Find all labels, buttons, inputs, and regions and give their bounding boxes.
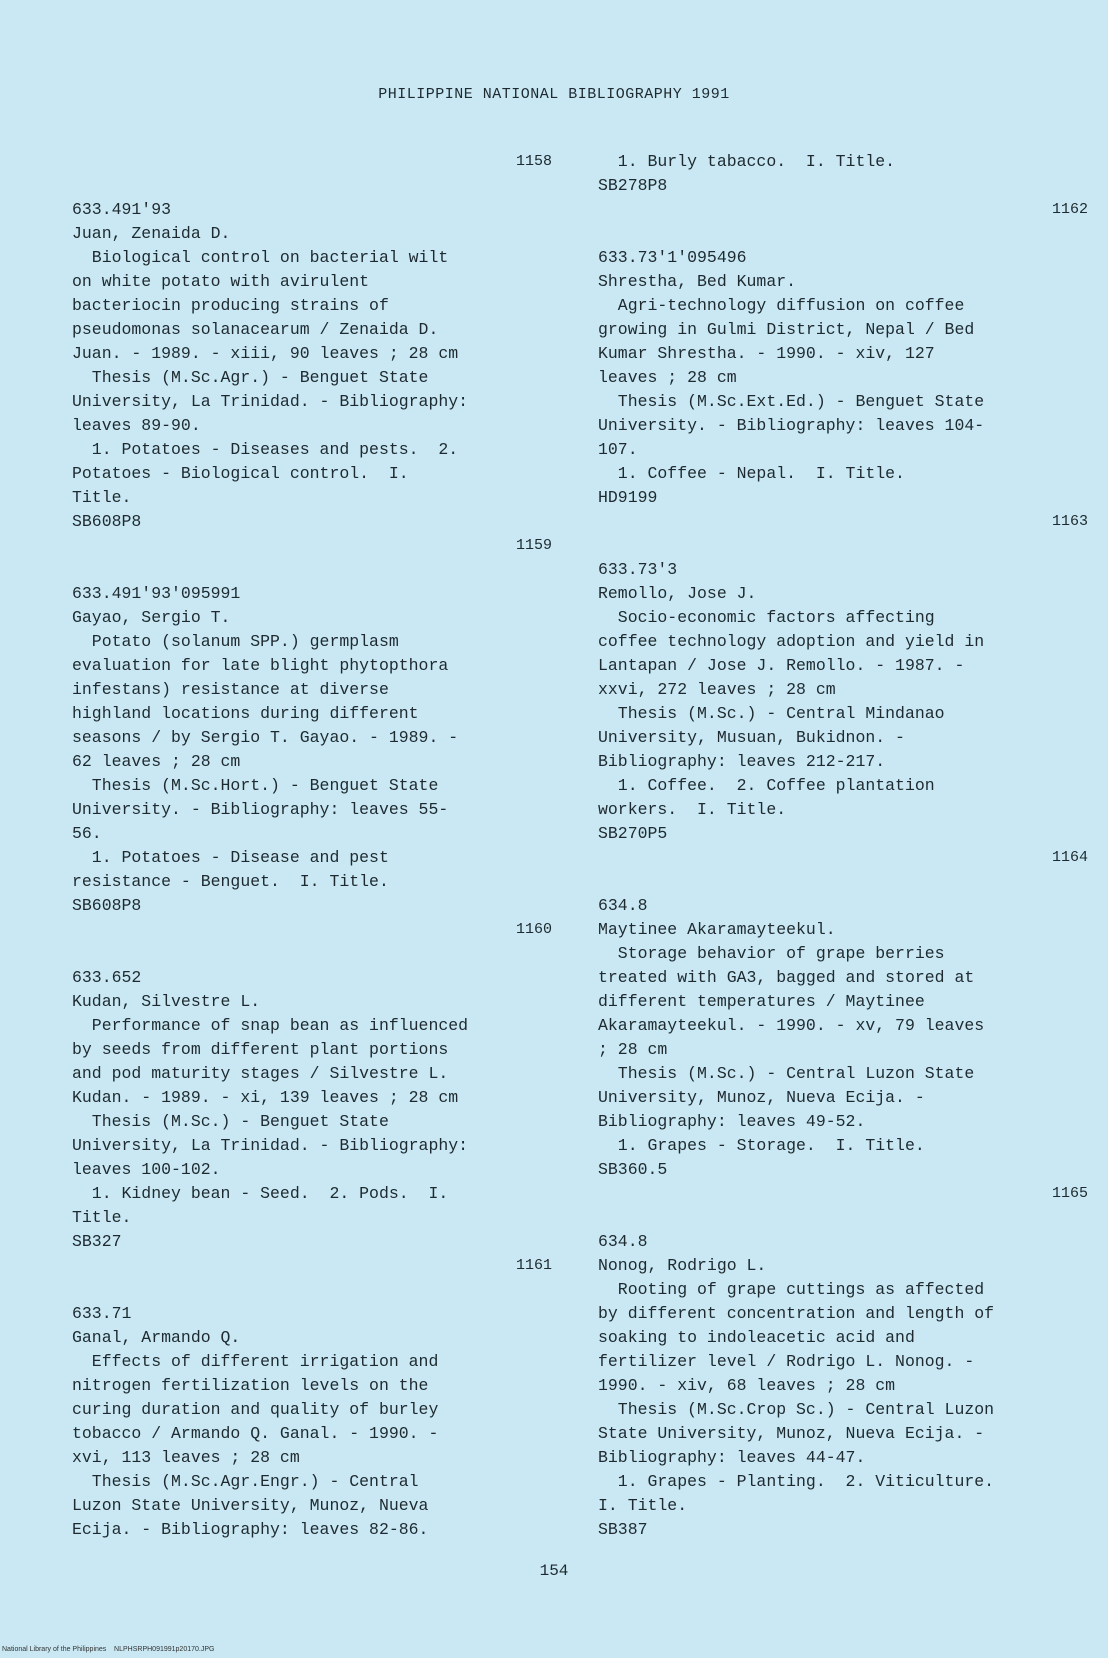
entry-line: Akaramayteekul. - 1990. - xv, 79 leaves: [598, 1016, 985, 1035]
entry-line: 1. Potatoes - Diseases and pests. 2.: [72, 440, 459, 459]
spacer: [72, 558, 552, 582]
entry-line: 1. Kidney bean - Seed. 2. Pods. I.: [72, 1184, 449, 1203]
entry-line: resistance - Benguet. I. Title.: [72, 872, 389, 891]
entry-number: 1165: [1051, 1185, 1088, 1202]
entry-number: 1158: [515, 153, 552, 170]
entry-line: 62 leaves ; 28 cm: [72, 752, 241, 771]
entry-line: tobacco / Armando Q. Ganal. - 1990. -: [72, 1424, 439, 1443]
entry-line: Kudan. - 1989. - xi, 139 leaves ; 28 cm: [72, 1088, 459, 1107]
entry-line: University, La Trinidad. - Bibliography:: [72, 392, 469, 411]
entry-number: 1159: [515, 537, 552, 554]
entry-line: 1. Coffee. 2. Coffee plantation: [598, 776, 935, 795]
page-number: 154: [539, 1562, 569, 1580]
spacer: [598, 870, 1088, 894]
entry-line: bacteriocin producing strains of: [72, 296, 389, 315]
entry-line: xxvi, 272 leaves ; 28 cm: [598, 680, 836, 699]
entry-line: highland locations during different: [72, 704, 419, 723]
entry-line: curing duration and quality of burley: [72, 1400, 439, 1419]
entry-line: 633.73'1'095496: [598, 248, 747, 267]
entry-line: pseudomonas solanacearum / Zenaida D.: [72, 320, 439, 339]
spacer: [72, 942, 552, 966]
entry-line: 1. Potatoes - Disease and pest: [72, 848, 389, 867]
entry-line: University, Munoz, Nueva Ecija. -: [598, 1088, 925, 1107]
entry-line: treated with GA3, bagged and stored at: [598, 968, 975, 987]
entry-line: 1. Burly tabacco. I. Title.: [598, 152, 896, 171]
entry-line: SB270P5: [598, 824, 668, 843]
entry-line: University, La Trinidad. - Bibliography:: [72, 1136, 469, 1155]
entry-line: 633.71: [72, 1304, 132, 1323]
entry-line: 633.652: [72, 968, 142, 987]
scan-footer: National Library of the Philippines NLPHSRPH091991p20170.JPG: [2, 1646, 215, 1653]
entry-line: University. - Bibliography: leaves 104-: [598, 416, 985, 435]
spacer: [72, 1278, 552, 1302]
entry-line: on white potato with avirulent: [72, 272, 370, 291]
entry-number: 1163: [1051, 513, 1088, 530]
entry-line: 634.8: [598, 896, 648, 915]
spacer: [598, 1206, 1088, 1230]
entry-line: Storage behavior of grape berries: [598, 944, 945, 963]
entry-line: Potatoes - Biological control. I.: [72, 464, 409, 483]
entry-line: seasons / by Sergio T. Gayao. - 1989. -: [72, 728, 459, 747]
entry-line: University, Musuan, Bukidnon. -: [598, 728, 905, 747]
entry-line: Ganal, Armando Q.: [72, 1328, 241, 1347]
entry-line: Potato (solanum SPP.) germplasm: [72, 632, 399, 651]
entry-line: SB387: [598, 1520, 648, 1539]
entry-line: Thesis (M.Sc.) - Central Mindanao: [598, 704, 945, 723]
entry-line: by seeds from different plant portions: [72, 1040, 449, 1059]
entry-line: Thesis (M.Sc.Agr.) - Benguet State: [72, 368, 429, 387]
entry-line: Gayao, Sergio T.: [72, 608, 231, 627]
entry-line: soaking to indoleacetic acid and: [598, 1328, 915, 1347]
entry-line: 107.: [598, 440, 638, 459]
entry-number: 1161: [515, 1257, 552, 1274]
spacer: [598, 534, 1088, 558]
entry-line: I. Title.: [598, 1496, 688, 1515]
entry-line: Nonog, Rodrigo L.: [598, 1256, 767, 1275]
entry-line: University. - Bibliography: leaves 55-: [72, 800, 449, 819]
entry-line: 634.8: [598, 1232, 648, 1251]
entry-line: evaluation for late blight phytopthora: [72, 656, 449, 675]
entry-line: leaves 100-102.: [72, 1160, 221, 1179]
entry-line: ; 28 cm: [598, 1040, 668, 1059]
entry-line: xvi, 113 leaves ; 28 cm: [72, 1448, 300, 1467]
entry-line: HD9199: [598, 488, 658, 507]
entry-line: coffee technology adoption and yield in: [598, 632, 985, 651]
entry-line: fertilizer level / Rodrigo L. Nonog. -: [598, 1352, 975, 1371]
entry-line: Title.: [72, 488, 132, 507]
entry-line: Thesis (M.Sc.Agr.Engr.) - Central: [72, 1472, 419, 1491]
entry-line: 1. Coffee - Nepal. I. Title.: [598, 464, 905, 483]
entry-number: 1160: [515, 921, 552, 938]
entry-line: Thesis (M.Sc.Ext.Ed.) - Benguet State: [598, 392, 985, 411]
entry-line: Juan, Zenaida D.: [72, 224, 231, 243]
right-column: [598, 150, 1088, 1542]
entry-line: 633.73'3: [598, 560, 678, 579]
entry-line: Agri-technology diffusion on coffee: [598, 296, 965, 315]
entry-line: nitrogen fertilization levels on the: [72, 1376, 429, 1395]
entry-line: SB608P8: [72, 512, 142, 531]
entry-line: Thesis (M.Sc.) - Central Luzon State: [598, 1064, 975, 1083]
spacer: [72, 174, 552, 198]
entry-line: different temperatures / Maytinee: [598, 992, 925, 1011]
entry-line: Ecija. - Bibliography: leaves 82-86.: [72, 1520, 429, 1539]
entry-line: leaves 89-90.: [72, 416, 201, 435]
entry-line: Kumar Shrestha. - 1990. - xiv, 127: [598, 344, 935, 363]
entry-line: Bibliography: leaves 44-47.: [598, 1448, 866, 1467]
entry-line: 1. Grapes - Storage. I. Title.: [598, 1136, 925, 1155]
entry-line: Shrestha, Bed Kumar.: [598, 272, 797, 291]
spacer: [598, 222, 1088, 246]
entry-line: leaves ; 28 cm: [598, 368, 737, 387]
entry-line: Socio-economic factors affecting: [598, 608, 935, 627]
entry-line: Title.: [72, 1208, 132, 1227]
entry-line: Kudan, Silvestre L.: [72, 992, 261, 1011]
entry-line: Bibliography: leaves 49-52.: [598, 1112, 866, 1131]
entry-line: Thesis (M.Sc.Crop Sc.) - Central Luzon: [598, 1400, 995, 1419]
entry-line: 633.491'93: [72, 200, 172, 219]
entry-line: SB278P8: [598, 176, 668, 195]
entry-line: Rooting of grape cuttings as affected: [598, 1280, 985, 1299]
entry-line: SB360.5: [598, 1160, 668, 1179]
entry-line: Effects of different irrigation and: [72, 1352, 439, 1371]
entry-line: SB608P8: [72, 896, 142, 915]
entry-line: Thesis (M.Sc.Hort.) - Benguet State: [72, 776, 439, 795]
entry-line: Thesis (M.Sc.) - Benguet State: [72, 1112, 389, 1131]
entry-line: Performance of snap bean as influenced: [72, 1016, 469, 1035]
entry-line: and pod maturity stages / Silvestre L.: [72, 1064, 449, 1083]
entry-line: 56.: [72, 824, 102, 843]
entry-line: 1. Grapes - Planting. 2. Viticulture.: [598, 1472, 995, 1491]
entry-number: 1164: [1051, 849, 1088, 866]
entry-line: Lantapan / Jose J. Remollo. - 1987. -: [598, 656, 965, 675]
entry-number: 1162: [1051, 201, 1088, 218]
entry-line: growing in Gulmi District, Nepal / Bed: [598, 320, 975, 339]
entry-line: Remollo, Jose J.: [598, 584, 757, 603]
entry-line: Luzon State University, Munoz, Nueva: [72, 1496, 429, 1515]
entry-line: 1990. - xiv, 68 leaves ; 28 cm: [598, 1376, 896, 1395]
left-column: [72, 150, 552, 1542]
page-header: PHILIPPINE NATIONAL BIBLIOGRAPHY 1991: [378, 86, 730, 103]
entry-line: workers. I. Title.: [598, 800, 787, 819]
entry-line: State University, Munoz, Nueva Ecija. -: [598, 1424, 985, 1443]
entry-line: Biological control on bacterial wilt: [72, 248, 449, 267]
entry-line: Maytinee Akaramayteekul.: [598, 920, 836, 939]
entry-line: 633.491'93'095991: [72, 584, 241, 603]
entry-line: Juan. - 1989. - xiii, 90 leaves ; 28 cm: [72, 344, 459, 363]
entry-line: Bibliography: leaves 212-217.: [598, 752, 886, 771]
entry-line: by different concentration and length of: [598, 1304, 995, 1323]
entry-line: infestans) resistance at diverse: [72, 680, 389, 699]
entry-line: SB327: [72, 1232, 122, 1251]
